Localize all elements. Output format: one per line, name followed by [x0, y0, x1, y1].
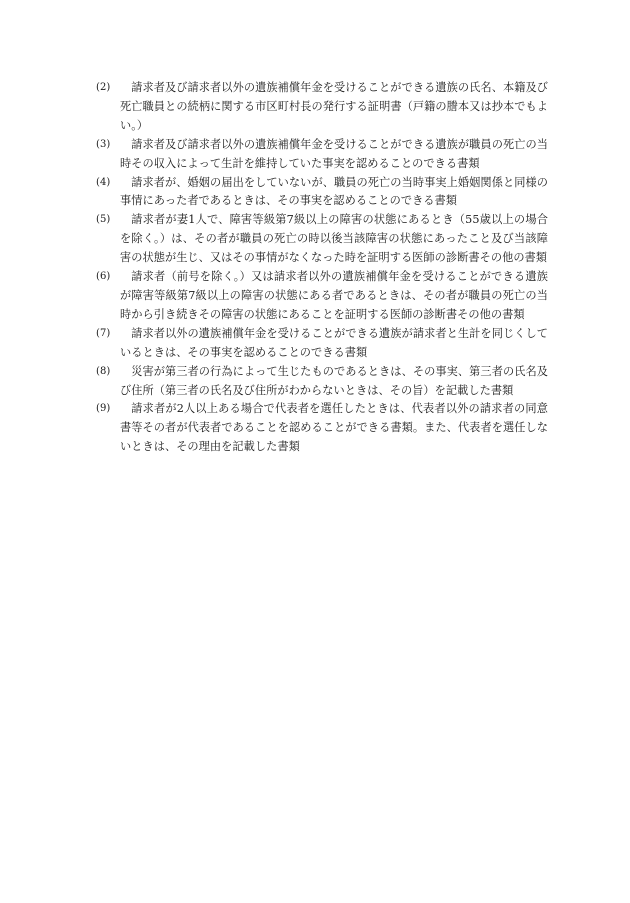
item-number: (3) — [96, 138, 111, 150]
numbered-list — [96, 79, 548, 457]
item-number: (2) — [96, 82, 111, 93]
item-text: 請求者が妻1人で、障害等級第7級以上の障害の状態にあるとき（55歳以上の場合を除く。）は、その者が職員の死亡の時以後当該障害の状態にあったこと及び当該障害の状態が生じ、又はその事情がなくなった時を証明する医師の診断書その他の書類 — [120, 213, 548, 265]
item-text: 請求者（前号を除く。）又は請求者以外の遺族補償年金を受けることができる遺族が障害等級第7級以上の障害の状態にある者であるときは、その者が職員の死亡の当時から引き続きその障害の状態にあることを証明する医師の診断書その他の書類 — [120, 270, 548, 321]
list-item — [96, 363, 548, 401]
item-text: 請求者及び請求者以外の遺族補償年金を受けることができる遺族の氏名、本籍及び死亡職員との続柄に関する市区町村長の発行する証明書（戸籍の謄本又は抄本でもよい。） — [120, 81, 548, 132]
item-number: (5) — [96, 214, 111, 226]
item-text: 災害が第三者の行為によって生じたものであるときは、その事実、第三者の氏名及び住所（第三者の氏名及び住所がわからないときは、その旨）を記載した書類 — [120, 364, 548, 397]
item-number: (9) — [96, 403, 111, 415]
list-item — [96, 136, 548, 174]
item-number: (7) — [96, 327, 111, 339]
item-text: 請求者が、婚姻の届出をしていないが、職員の死亡の当時事実上婚姻関係と同様の事情にあった者であるときは、その事実を認めることのできる書類 — [120, 175, 548, 208]
item-number: (8) — [96, 365, 111, 377]
list-item — [96, 268, 548, 325]
item-number: (4) — [96, 176, 111, 188]
item-text: 請求者及び請求者以外の遺族補償年金を受けることができる遺族が職員の死亡の当時その収入によって生計を維持していた事実を認めることのできる書類 — [120, 137, 548, 170]
list-item — [96, 79, 548, 136]
item-text: 請求者以外の遺族補償年金を受けることができる遺族が請求者と生計を同じくしているときは、その事実を認めることのできる書類 — [120, 326, 548, 359]
list-item — [96, 400, 548, 457]
list-item — [96, 325, 548, 363]
list-item — [96, 174, 548, 212]
list-item — [96, 211, 548, 268]
item-number: (6) — [96, 271, 111, 283]
item-text: 請求者が2人以上ある場合で代表者を選任したときは、代表者以外の請求者の同意書等その者が代表者であることを認めることができる書類。また、代表者を選任しないときは、その理由を記載した書類 — [120, 402, 548, 454]
